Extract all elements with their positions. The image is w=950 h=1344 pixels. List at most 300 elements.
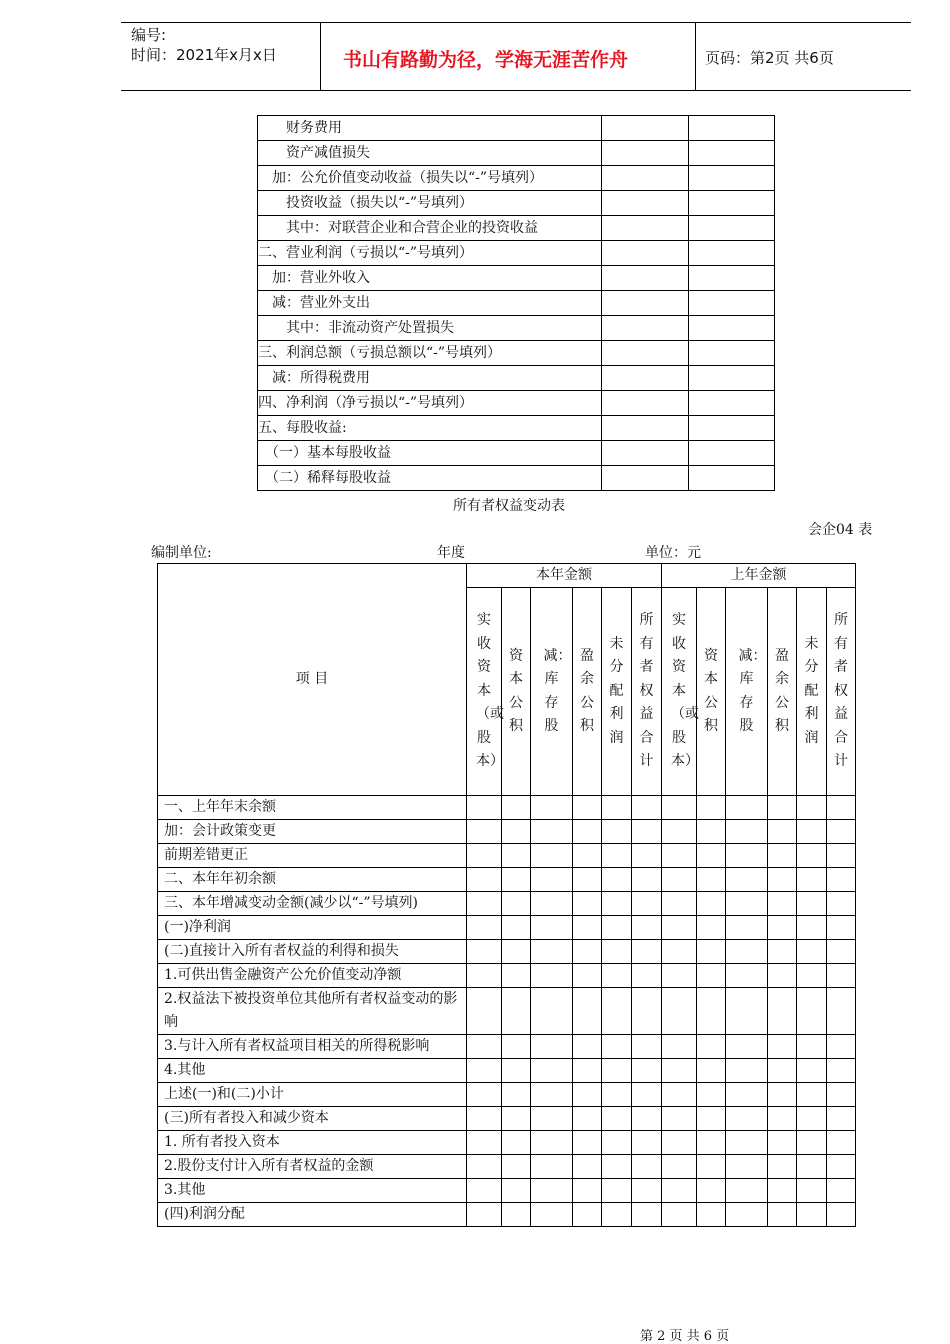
col-header-text: 减：库存股 bbox=[738, 647, 767, 734]
equity-amount-cell bbox=[573, 1035, 602, 1059]
income-row-label: 五、每股收益: bbox=[258, 416, 602, 441]
equity-amount-cell bbox=[662, 1203, 697, 1227]
equity-amount-cell bbox=[602, 940, 632, 964]
equity-row-label: 3.与计入所有者权益项目相关的所得税影响 bbox=[158, 1035, 467, 1059]
equity-amount-cell bbox=[662, 964, 697, 988]
equity-row bbox=[158, 916, 856, 940]
income-prior-amount bbox=[689, 466, 775, 491]
equity-amount-cell bbox=[726, 1035, 768, 1059]
equity-amount-cell bbox=[502, 1035, 531, 1059]
this-year-col-header bbox=[632, 588, 662, 796]
equity-amount-cell bbox=[662, 1035, 697, 1059]
equity-amount-cell bbox=[531, 1059, 573, 1083]
income-row-label: 财务费用 bbox=[258, 116, 602, 141]
equity-amount-cell bbox=[602, 964, 632, 988]
equity-amount-cell bbox=[632, 1131, 662, 1155]
equity-amount-cell bbox=[467, 1035, 502, 1059]
equity-amount-cell bbox=[768, 1131, 797, 1155]
equity-amount-cell bbox=[797, 1155, 827, 1179]
equity-amount-cell bbox=[827, 844, 856, 868]
equity-amount-cell bbox=[573, 1155, 602, 1179]
income-row-label: 二、营业利润（亏损以“-”号填列） bbox=[258, 241, 602, 266]
equity-row bbox=[158, 868, 856, 892]
equity-amount-cell bbox=[531, 1203, 573, 1227]
equity-amount-cell bbox=[697, 964, 726, 988]
equity-amount-cell bbox=[726, 796, 768, 820]
equity-row-label: (三)所有者投入和减少资本 bbox=[158, 1107, 467, 1131]
equity-amount-cell bbox=[827, 1059, 856, 1083]
equity-amount-cell bbox=[602, 916, 632, 940]
equity-amount-cell bbox=[827, 916, 856, 940]
equity-amount-cell bbox=[797, 1131, 827, 1155]
equity-amount-cell bbox=[827, 892, 856, 916]
equity-amount-cell bbox=[662, 820, 697, 844]
equity-amount-cell bbox=[602, 868, 632, 892]
equity-row bbox=[158, 940, 856, 964]
equity-amount-cell bbox=[768, 1083, 797, 1107]
equity-amount-cell bbox=[768, 1059, 797, 1083]
equity-amount-cell bbox=[467, 892, 502, 916]
equity-amount-cell bbox=[797, 1203, 827, 1227]
equity-amount-cell bbox=[768, 1155, 797, 1179]
last-year-col-header bbox=[797, 588, 827, 796]
income-prior-amount bbox=[689, 341, 775, 366]
equity-amount-cell bbox=[797, 940, 827, 964]
equity-row bbox=[158, 1131, 856, 1155]
equity-amount-cell bbox=[531, 988, 573, 1035]
last-year-col-header bbox=[726, 588, 768, 796]
col-header-text: 盈余公积 bbox=[775, 647, 789, 734]
equity-amount-cell bbox=[632, 964, 662, 988]
equity-amount-cell bbox=[602, 1179, 632, 1203]
equity-amount-cell bbox=[467, 1155, 502, 1179]
equity-amount-cell bbox=[768, 964, 797, 988]
page-footer: 第 2 页 共 6 页 bbox=[640, 1329, 730, 1344]
equity-amount-cell bbox=[531, 916, 573, 940]
col-header-text: 未分配利润 bbox=[804, 635, 819, 746]
equity-amount-cell bbox=[467, 868, 502, 892]
equity-amount-cell bbox=[531, 1035, 573, 1059]
income-row bbox=[258, 116, 775, 141]
equity-amount-cell bbox=[632, 868, 662, 892]
equity-row-label: 前期差错更正 bbox=[158, 844, 467, 868]
equity-amount-cell bbox=[602, 1059, 632, 1083]
income-row bbox=[258, 366, 775, 391]
equity-amount-cell bbox=[467, 988, 502, 1035]
equity-amount-cell bbox=[768, 1035, 797, 1059]
equity-amount-cell bbox=[726, 1155, 768, 1179]
equity-amount-cell bbox=[827, 1107, 856, 1131]
equity-amount-cell bbox=[531, 940, 573, 964]
equity-amount-cell bbox=[632, 988, 662, 1035]
equity-amount-cell bbox=[697, 916, 726, 940]
equity-amount-cell bbox=[697, 820, 726, 844]
income-row-label: 其中：对联营企业和合营企业的投资收益 bbox=[258, 216, 602, 241]
equity-amount-cell bbox=[827, 940, 856, 964]
equity-table-title: 所有者权益变动表 bbox=[453, 498, 565, 514]
header-top-rule bbox=[121, 22, 911, 23]
equity-amount-cell bbox=[531, 868, 573, 892]
equity-amount-cell bbox=[662, 1107, 697, 1131]
equity-amount-cell bbox=[797, 964, 827, 988]
equity-amount-cell bbox=[602, 988, 632, 1035]
equity-amount-cell bbox=[827, 1155, 856, 1179]
equity-row-label: 三、本年增减变动金额(减少以“-”号填列) bbox=[158, 892, 467, 916]
equity-amount-cell bbox=[502, 844, 531, 868]
equity-amount-cell bbox=[467, 1203, 502, 1227]
equity-row bbox=[158, 796, 856, 820]
equity-amount-cell bbox=[662, 916, 697, 940]
equity-row bbox=[158, 1155, 856, 1179]
income-row bbox=[258, 416, 775, 441]
last-year-col-header bbox=[697, 588, 726, 796]
equity-amount-cell bbox=[531, 1107, 573, 1131]
equity-amount-cell bbox=[632, 1035, 662, 1059]
equity-row bbox=[158, 1203, 856, 1227]
equity-amount-cell bbox=[662, 1155, 697, 1179]
col-header-text: 实收资本（或股本） bbox=[671, 612, 699, 770]
equity-amount-cell bbox=[697, 892, 726, 916]
equity-row bbox=[158, 892, 856, 916]
income-row-label: 其中：非流动资产处置损失 bbox=[258, 316, 602, 341]
equity-amount-cell bbox=[602, 844, 632, 868]
equity-amount-cell bbox=[726, 940, 768, 964]
equity-amount-cell bbox=[662, 892, 697, 916]
last-year-header: 上年金额 bbox=[662, 564, 856, 588]
equity-amount-cell bbox=[467, 1107, 502, 1131]
equity-amount-cell bbox=[467, 844, 502, 868]
equity-amount-cell bbox=[726, 1131, 768, 1155]
equity-row bbox=[158, 820, 856, 844]
equity-amount-cell bbox=[726, 1107, 768, 1131]
equity-amount-cell bbox=[573, 964, 602, 988]
serial-label: 编号: bbox=[131, 26, 167, 44]
income-current-amount bbox=[602, 116, 689, 141]
equity-amount-cell bbox=[502, 1179, 531, 1203]
equity-amount-cell bbox=[827, 1083, 856, 1107]
equity-row bbox=[158, 1059, 856, 1083]
equity-amount-cell bbox=[662, 1083, 697, 1107]
equity-amount-cell bbox=[602, 1035, 632, 1059]
equity-amount-cell bbox=[726, 868, 768, 892]
equity-amount-cell bbox=[827, 988, 856, 1035]
equity-amount-cell bbox=[602, 1131, 632, 1155]
equity-amount-cell bbox=[697, 1083, 726, 1107]
income-prior-amount bbox=[689, 266, 775, 291]
income-current-amount bbox=[602, 166, 689, 191]
income-prior-amount bbox=[689, 416, 775, 441]
income-current-amount bbox=[602, 316, 689, 341]
income-current-amount bbox=[602, 416, 689, 441]
equity-row-label: 1.可供出售金融资产公允价值变动净额 bbox=[158, 964, 467, 988]
equity-amount-cell bbox=[632, 892, 662, 916]
equity-amount-cell bbox=[797, 844, 827, 868]
equity-amount-cell bbox=[502, 1059, 531, 1083]
income-current-amount bbox=[602, 191, 689, 216]
equity-amount-cell bbox=[726, 964, 768, 988]
equity-amount-cell bbox=[726, 988, 768, 1035]
this-year-col-header bbox=[531, 588, 573, 796]
income-current-amount bbox=[602, 366, 689, 391]
income-current-amount bbox=[602, 141, 689, 166]
equity-amount-cell bbox=[768, 988, 797, 1035]
equity-amount-cell bbox=[573, 820, 602, 844]
income-prior-amount bbox=[689, 216, 775, 241]
equity-amount-cell bbox=[573, 1059, 602, 1083]
income-row bbox=[258, 166, 775, 191]
unit-label: 编制单位: bbox=[151, 545, 212, 561]
equity-row bbox=[158, 1179, 856, 1203]
equity-amount-cell bbox=[531, 1131, 573, 1155]
equity-amount-cell bbox=[632, 1203, 662, 1227]
equity-amount-cell bbox=[502, 916, 531, 940]
equity-row-label: (二)直接计入所有者权益的利得和损失 bbox=[158, 940, 467, 964]
income-current-amount bbox=[602, 441, 689, 466]
equity-amount-cell bbox=[797, 1107, 827, 1131]
equity-row-label: 3.其他 bbox=[158, 1179, 467, 1203]
form-code: 会企04 表 bbox=[808, 522, 873, 538]
income-row-label: （二）稀释每股收益 bbox=[258, 466, 602, 491]
equity-amount-cell bbox=[531, 892, 573, 916]
equity-amount-cell bbox=[697, 796, 726, 820]
equity-amount-cell bbox=[502, 988, 531, 1035]
income-row-label: 减：所得税费用 bbox=[258, 366, 602, 391]
equity-amount-cell bbox=[797, 796, 827, 820]
income-row-label: 减：营业外支出 bbox=[258, 291, 602, 316]
equity-amount-cell bbox=[502, 1131, 531, 1155]
equity-amount-cell bbox=[827, 1131, 856, 1155]
last-year-col-header bbox=[768, 588, 797, 796]
col-header-text: 所有者权益合计 bbox=[834, 612, 848, 770]
equity-amount-cell bbox=[531, 1179, 573, 1203]
equity-amount-cell bbox=[797, 868, 827, 892]
equity-amount-cell bbox=[797, 820, 827, 844]
income-row-label: 投资收益（损失以“-”号填列） bbox=[258, 191, 602, 216]
equity-amount-cell bbox=[573, 988, 602, 1035]
equity-amount-cell bbox=[827, 964, 856, 988]
equity-amount-cell bbox=[502, 1083, 531, 1107]
equity-amount-cell bbox=[632, 844, 662, 868]
equity-amount-cell bbox=[467, 964, 502, 988]
equity-amount-cell bbox=[632, 1059, 662, 1083]
income-row bbox=[258, 316, 775, 341]
this-year-col-header bbox=[502, 588, 531, 796]
equity-amount-cell bbox=[531, 796, 573, 820]
col-header-text: 资本公积 bbox=[704, 647, 718, 734]
income-row bbox=[258, 141, 775, 166]
income-current-amount bbox=[602, 466, 689, 491]
equity-amount-cell bbox=[573, 1179, 602, 1203]
equity-amount-cell bbox=[726, 1083, 768, 1107]
equity-amount-cell bbox=[768, 892, 797, 916]
equity-amount-cell bbox=[632, 1179, 662, 1203]
equity-amount-cell bbox=[797, 1083, 827, 1107]
income-current-amount bbox=[602, 216, 689, 241]
income-prior-amount bbox=[689, 316, 775, 341]
income-prior-amount bbox=[689, 166, 775, 191]
equity-amount-cell bbox=[827, 1179, 856, 1203]
currency-label: 单位：元 bbox=[645, 545, 701, 561]
equity-amount-cell bbox=[573, 796, 602, 820]
equity-amount-cell bbox=[602, 1203, 632, 1227]
equity-row-label: 4.其他 bbox=[158, 1059, 467, 1083]
equity-row bbox=[158, 1107, 856, 1131]
income-row bbox=[258, 216, 775, 241]
equity-amount-cell bbox=[662, 796, 697, 820]
col-header-text: 盈余公积 bbox=[580, 647, 594, 734]
income-current-amount bbox=[602, 291, 689, 316]
header-divider-left bbox=[320, 22, 321, 90]
equity-amount-cell bbox=[502, 1203, 531, 1227]
equity-row-label: 2.股份支付计入所有者权益的金额 bbox=[158, 1155, 467, 1179]
equity-row bbox=[158, 964, 856, 988]
income-row-label: 加：营业外收入 bbox=[258, 266, 602, 291]
equity-amount-cell bbox=[573, 844, 602, 868]
equity-amount-cell bbox=[827, 868, 856, 892]
equity-amount-cell bbox=[502, 1107, 531, 1131]
equity-amount-cell bbox=[602, 1155, 632, 1179]
this-year-header: 本年金额 bbox=[467, 564, 662, 588]
equity-amount-cell bbox=[697, 868, 726, 892]
income-prior-amount bbox=[689, 441, 775, 466]
equity-amount-cell bbox=[602, 1107, 632, 1131]
equity-amount-cell bbox=[662, 844, 697, 868]
income-row bbox=[258, 291, 775, 316]
equity-amount-cell bbox=[697, 1155, 726, 1179]
income-row-label: 加：公允价值变动收益（损失以“-”号填列） bbox=[258, 166, 602, 191]
equity-amount-cell bbox=[662, 1059, 697, 1083]
equity-amount-cell bbox=[502, 820, 531, 844]
income-row-label: 三、利润总额（亏损总额以“-”号填列） bbox=[258, 341, 602, 366]
equity-amount-cell bbox=[502, 796, 531, 820]
equity-amount-cell bbox=[502, 892, 531, 916]
income-prior-amount bbox=[689, 291, 775, 316]
equity-amount-cell bbox=[697, 1035, 726, 1059]
equity-amount-cell bbox=[697, 1179, 726, 1203]
last-year-col-header bbox=[827, 588, 856, 796]
header-divider-right bbox=[695, 22, 696, 90]
equity-amount-cell bbox=[697, 1059, 726, 1083]
equity-amount-cell bbox=[768, 1179, 797, 1203]
equity-amount-cell bbox=[467, 1179, 502, 1203]
time-label: 时间：2021年x月x日 bbox=[131, 46, 277, 64]
equity-amount-cell bbox=[662, 1131, 697, 1155]
equity-amount-cell bbox=[697, 988, 726, 1035]
equity-amount-cell bbox=[573, 1107, 602, 1131]
equity-amount-cell bbox=[797, 1059, 827, 1083]
income-row bbox=[258, 266, 775, 291]
equity-amount-cell bbox=[827, 796, 856, 820]
equity-amount-cell bbox=[797, 916, 827, 940]
equity-amount-cell bbox=[827, 1035, 856, 1059]
equity-amount-cell bbox=[602, 796, 632, 820]
equity-row bbox=[158, 1083, 856, 1107]
col-header-text: 未分配利润 bbox=[609, 635, 624, 746]
equity-amount-cell bbox=[726, 916, 768, 940]
equity-row-label: (四)利润分配 bbox=[158, 1203, 467, 1227]
equity-row bbox=[158, 1035, 856, 1059]
equity-amount-cell bbox=[531, 820, 573, 844]
equity-row-label: 加：会计政策变更 bbox=[158, 820, 467, 844]
income-prior-amount bbox=[689, 241, 775, 266]
equity-row-label: 二、本年年初余额 bbox=[158, 868, 467, 892]
equity-amount-cell bbox=[467, 820, 502, 844]
col-header-text: 实收资本（或股本） bbox=[476, 612, 504, 770]
equity-amount-cell bbox=[768, 916, 797, 940]
equity-amount-cell bbox=[697, 940, 726, 964]
equity-amount-cell bbox=[467, 1083, 502, 1107]
equity-amount-cell bbox=[531, 844, 573, 868]
equity-amount-cell bbox=[502, 940, 531, 964]
equity-amount-cell bbox=[726, 820, 768, 844]
equity-row-label: (一)净利润 bbox=[158, 916, 467, 940]
equity-amount-cell bbox=[632, 1107, 662, 1131]
equity-row bbox=[158, 988, 856, 1035]
equity-amount-cell bbox=[632, 796, 662, 820]
equity-amount-cell bbox=[573, 1131, 602, 1155]
equity-amount-cell bbox=[531, 1155, 573, 1179]
income-statement-table bbox=[257, 115, 775, 491]
income-row-label: （一）基本每股收益 bbox=[258, 441, 602, 466]
this-year-col-header bbox=[602, 588, 632, 796]
header-bottom-rule bbox=[121, 90, 911, 91]
equity-amount-cell bbox=[632, 916, 662, 940]
equity-change-table bbox=[157, 563, 856, 1227]
equity-amount-cell bbox=[768, 844, 797, 868]
equity-amount-cell bbox=[531, 964, 573, 988]
equity-amount-cell bbox=[797, 1179, 827, 1203]
equity-amount-cell bbox=[632, 1155, 662, 1179]
income-row bbox=[258, 441, 775, 466]
equity-amount-cell bbox=[467, 940, 502, 964]
equity-row-label: 1. 所有者投入资本 bbox=[158, 1131, 467, 1155]
equity-amount-cell bbox=[602, 820, 632, 844]
equity-amount-cell bbox=[573, 1203, 602, 1227]
equity-amount-cell bbox=[697, 1131, 726, 1155]
income-row bbox=[258, 241, 775, 266]
income-prior-amount bbox=[689, 366, 775, 391]
income-current-amount bbox=[602, 341, 689, 366]
equity-amount-cell bbox=[502, 964, 531, 988]
equity-amount-cell bbox=[467, 1059, 502, 1083]
equity-amount-cell bbox=[573, 1083, 602, 1107]
equity-amount-cell bbox=[632, 820, 662, 844]
income-row bbox=[258, 391, 775, 416]
equity-row-label: 上述(一)和(二)小计 bbox=[158, 1083, 467, 1107]
equity-amount-cell bbox=[662, 988, 697, 1035]
equity-amount-cell bbox=[726, 1203, 768, 1227]
income-current-amount bbox=[602, 391, 689, 416]
col-header-text: 减：库存股 bbox=[543, 647, 572, 734]
equity-amount-cell bbox=[632, 1083, 662, 1107]
this-year-col-header bbox=[573, 588, 602, 796]
equity-amount-cell bbox=[697, 1107, 726, 1131]
equity-amount-cell bbox=[662, 1179, 697, 1203]
income-current-amount bbox=[602, 241, 689, 266]
equity-amount-cell bbox=[768, 1107, 797, 1131]
equity-amount-cell bbox=[467, 1131, 502, 1155]
equity-amount-cell bbox=[726, 892, 768, 916]
equity-amount-cell bbox=[768, 868, 797, 892]
equity-amount-cell bbox=[467, 796, 502, 820]
income-prior-amount bbox=[689, 116, 775, 141]
income-prior-amount bbox=[689, 141, 775, 166]
col-header-text: 所有者权益合计 bbox=[639, 612, 654, 770]
income-row-label: 四、净利润（净亏损以“-”号填列） bbox=[258, 391, 602, 416]
equity-amount-cell bbox=[768, 940, 797, 964]
income-row bbox=[258, 191, 775, 216]
equity-amount-cell bbox=[467, 916, 502, 940]
